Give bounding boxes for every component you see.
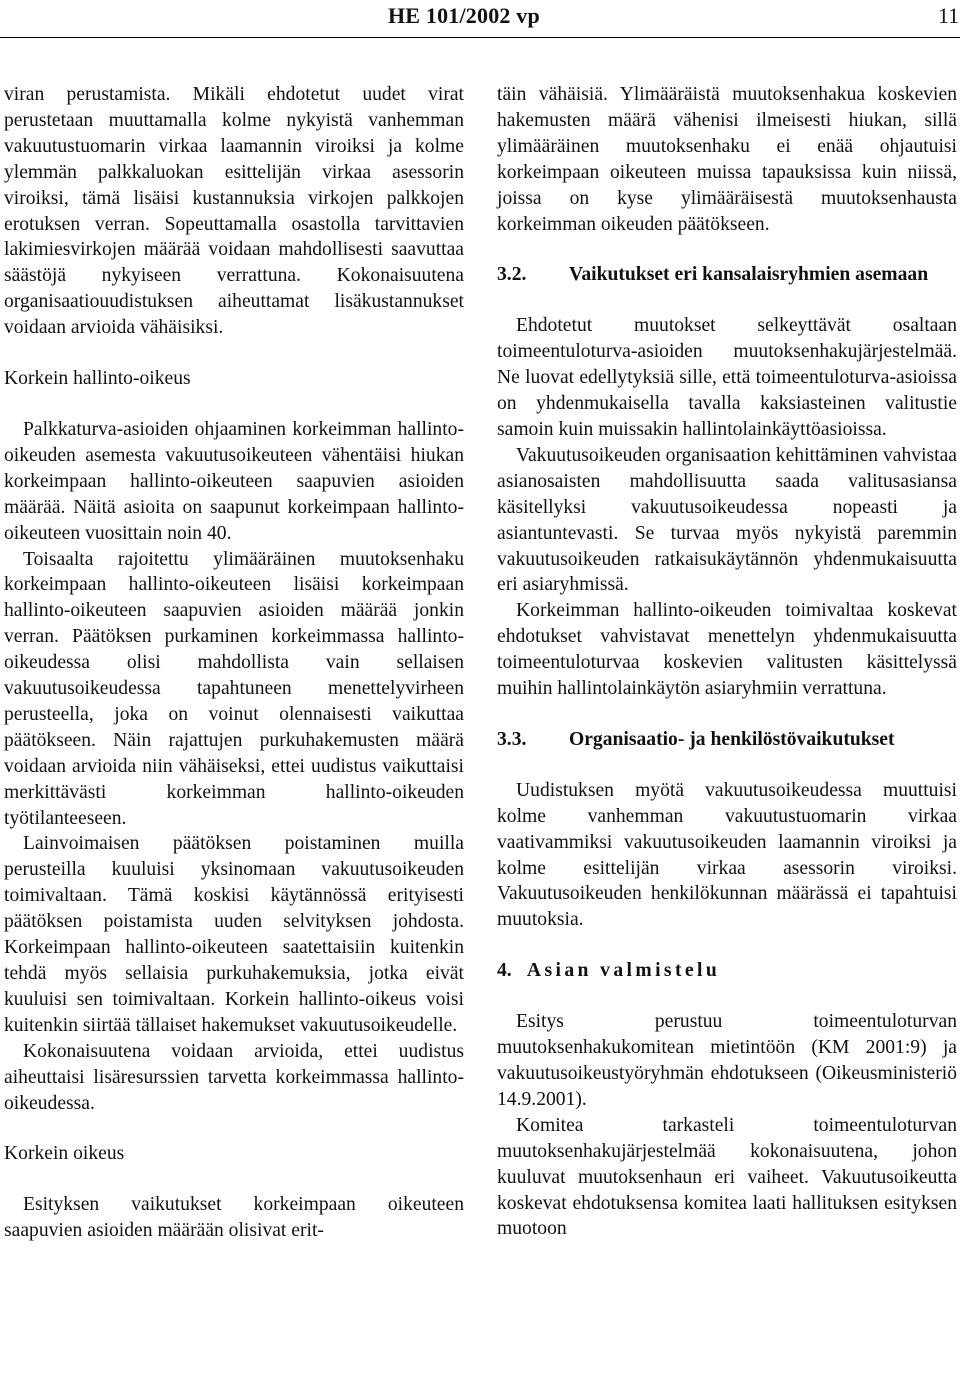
document-identifier: HE 101/2002 vp — [388, 3, 540, 28]
paragraph: Esityksen vaikutukset korkeimpaan oikeuteen saapuvien asioiden määrään olisivat erit- — [4, 1194, 464, 1242]
paragraph: Kokonaisuutena voidaan arvioida, ettei uudistus aiheuttaisi lisäresurssien tarvetta korkeimmassa hallinto-oikeudessa. — [4, 1040, 464, 1114]
page-header — [0, 0, 960, 37]
section-heading-3-3 — [497, 727, 957, 753]
section-number: 3.3. — [497, 728, 527, 750]
paragraph: Palkkaturva-asioiden ohjaaminen korkeimman hallinto-oikeuden asemesta vakuutusoikeuteen vähentäisi hiukan korkeimpaan hallinto-oikeuteen saapuvien asioiden määrää. Näitä asioita on saapunut korkeimpaan hallinto-oikeuteen vuosittain noin 40. — [4, 418, 464, 544]
paragraph: täin vähäisiä. Ylimääräistä muutoksenhakua koskevien hakemusten määrä vähenisi ilmeisesti hiukan, sillä ylimääräinen muutoksenhaku ei enää ohjautuisi korkeimpaan oikeuteen muissa tapauksissa kuin niissä, joissa on kyse ylimääräisestä muutoksenhausta korkeimman oikeuden päätökseen. — [497, 84, 957, 235]
left-column — [4, 82, 464, 1244]
section-title: Vaikutukset eri kansalaisryhmien asemaan — [569, 264, 929, 286]
subheading-korkein-oikeus: Korkein oikeus — [4, 1143, 125, 1165]
chapter-heading-4 — [497, 958, 957, 984]
chapter-number: 4. — [497, 960, 512, 982]
paragraph: Toisaalta rajoitettu ylimääräinen muutoksenhaku korkeimpaan hallinto-oikeuteen lisäisi korkeimpaan hallinto-oikeuteen saapuvien asioiden määrää jonkin verran. Päätöksen purkaminen korkeimmassa hallinto-oikeudessa olisi mahdollista vain sellaisen vakuutusoikeudessa tapahtuneen menettelyvirheen perusteella, joka on voinut olennaisesti vaikuttaa päätökseen. Näin rajattujen purkuhakemusten määrä voidaan arvioida niin vähäiseksi, ettei uudistus vaikuttaisi merkittävästi korkeimman hallinto-oikeuden työtilanteeseen. — [4, 548, 464, 829]
paragraph: Komitea tarkasteli toimeentuloturvan muutoksenhakujärjestelmää kokonaisuutena, johon kuuluvat muutoksenhaun eri vaiheet. Vakuutusoikeutta koskevat ehdotuksensa komitea laati hallituksen esityksen muotoon — [497, 1114, 957, 1240]
paragraph: Ehdotetut muutokset selkeyttävät osaltaan toimeentuloturva-asioiden muutoksenhakujärjestelmää. Ne luovat edellytyksiä sille, että toimeentuloturva-asioissa on yhdenmukaisella tavalla kaksiasteinen valitustie samoin kuin muissakin hallintolainkäyttöasioissa. — [497, 315, 957, 440]
subheading-korkein-hallinto-oikeus: Korkein hallinto-oikeus — [4, 368, 191, 390]
page-number: 11 — [938, 3, 960, 28]
paragraph: Lainvoimaisen päätöksen poistaminen muilla perusteilla kuuluisi yksinomaan vakuutusoikeuden toimivaltaan. Tämä koskisi käytännössä erityisesti päätöksen poistamista uuden selvityksen johdosta. Korkeimpaan hallinto-oikeuteen saatettaisiin kuitenkin tehdä myös sellaisia purkuhakemuksia, jotka eivät kuuluisi sen toimivaltaan. Korkein hallinto-oikeus voisi kuitenkin siirtää tällaiset hakemukset vakuutusoikeudelle. — [4, 833, 464, 1036]
chapter-title: Asian valmistelu — [526, 960, 721, 982]
paragraph: Esitys perustuu toimeentuloturvan muutoksenhakukomitean mietintöön (KM 2001:9) ja vakuutusoikeustyöryhmän ehdotukseen (Oikeusministeriö 14.9.2001). — [497, 1011, 957, 1110]
section-title: Organisaatio- ja henkilöstövaikutukset — [569, 728, 895, 750]
paragraph: Korkeimman hallinto-oikeuden toimivaltaa koskevat ehdotukset vahvistavat menettelyn yhdenmukaisuutta toimeentuloturvaa koskevien valitusten käsittelyssä muihin hallintolainkäytön asiaryhmiin verrattuna. — [497, 600, 957, 700]
section-number: 3.2. — [497, 264, 527, 286]
right-column — [497, 82, 957, 1242]
header-rule — [0, 37, 960, 38]
paragraph: Vakuutusoikeuden organisaation kehittäminen vahvistaa asianosaisten mahdollisuutta saada valitusasiansa käsitellyksi vakuutusoikeudessa nopeasti ja asiantuntevasti. Se turvaa myös nykyistä paremmin vakuutusoikeuden ratkaisukäytännön yhdenmukaisuutta eri asiaryhmissä. — [497, 444, 957, 596]
paragraph: viran perustamista. Mikäli ehdotetut uudet virat perustetaan muuttamalla kolme nykyistä vanhemman vakuutustuomarin virkaa laamannin viroiksi ja kolme ylemmän palkkaluokan esittelijän virkaa asessorin viroiksi, tämä lisäisi kustannuksia virkojen palkkojen erotuksen verran. Sopeuttamalla osastolla tarvittavien lakimiesvirkojen määrää voidaan mahdollisesti saavuttaa säästöjä nykyiseen verrattuna. Kokonaisuutena organisaatiouudistuksen aiheuttamat lisäkustannukset voidaan arvioida vähäisiksi. — [4, 84, 464, 339]
paragraph: Uudistuksen myötä vakuutusoikeudessa muuttuisi kolme vanhemman vakuutustuomarin virkaa vaativammiksi vakuutusoikeuden laamannin viroiksi ja kolme esittelijän virkaa asessorin viroiksi. Vakuutusoikeuden henkilökunnan määrässä ei tapahtuisi muutoksia. — [497, 779, 957, 931]
section-heading-3-2 — [497, 262, 957, 288]
